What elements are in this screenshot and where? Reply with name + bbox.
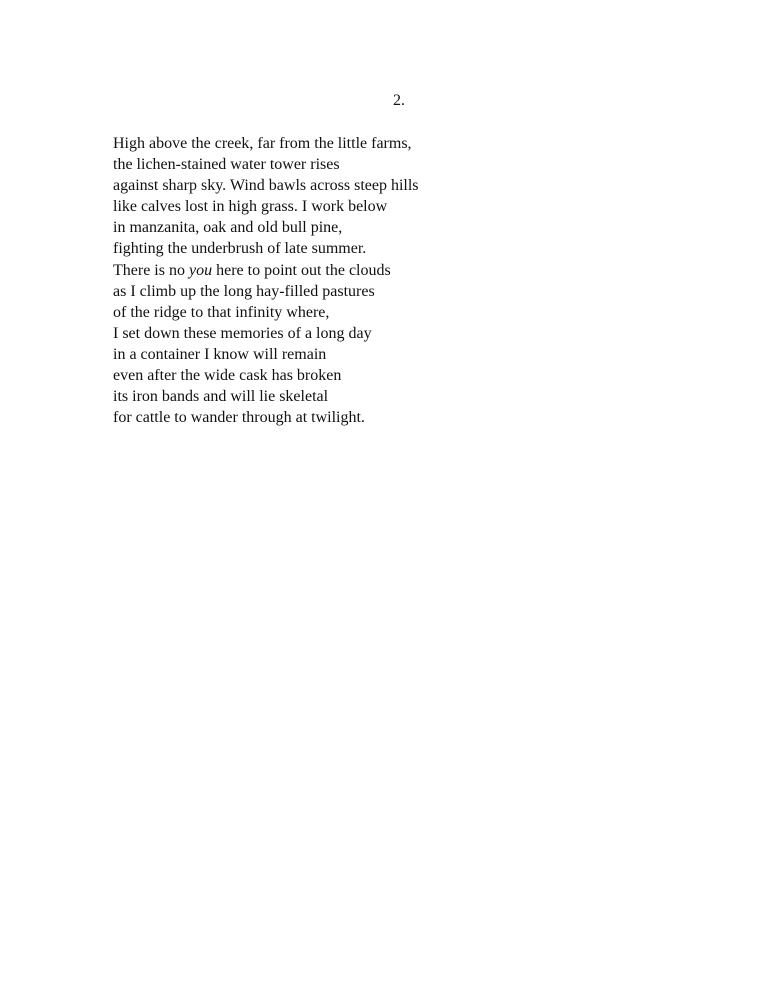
poem-line: as I climb up the long hay-filled pastures <box>113 282 375 300</box>
poem-line: fighting the underbrush of late summer. <box>113 240 367 258</box>
poem-line: its iron bands and will lie skeletal <box>113 388 329 406</box>
poem-line: even after the wide cask has broken <box>113 367 342 385</box>
poem-line: against sharp sky. Wind bawls across steep hills <box>113 177 419 195</box>
emphasized-word: you <box>188 261 213 279</box>
poem-line-start: There is no <box>113 261 189 279</box>
poem-line: in manzanita, oak and old bull pine, <box>113 219 343 237</box>
poem-line: of the ridge to that infinity where, <box>113 303 330 321</box>
poem-body <box>113 133 419 428</box>
poem-line: for cattle to wander through at twilight. <box>113 409 365 427</box>
poem-line-end: here to point out the clouds <box>212 261 391 279</box>
poem-line: the lichen-stained water tower rises <box>113 156 340 174</box>
poem-line: like calves lost in high grass. I work below <box>113 198 388 216</box>
poem-line: I set down these memories of a long day <box>113 324 372 342</box>
poem-line: in a container I know will remain <box>113 345 327 363</box>
poem-line-with-emphasis <box>113 260 419 281</box>
poem-line: High above the creek, far from the little farms, <box>113 135 412 152</box>
section-number: 2. <box>393 92 405 109</box>
